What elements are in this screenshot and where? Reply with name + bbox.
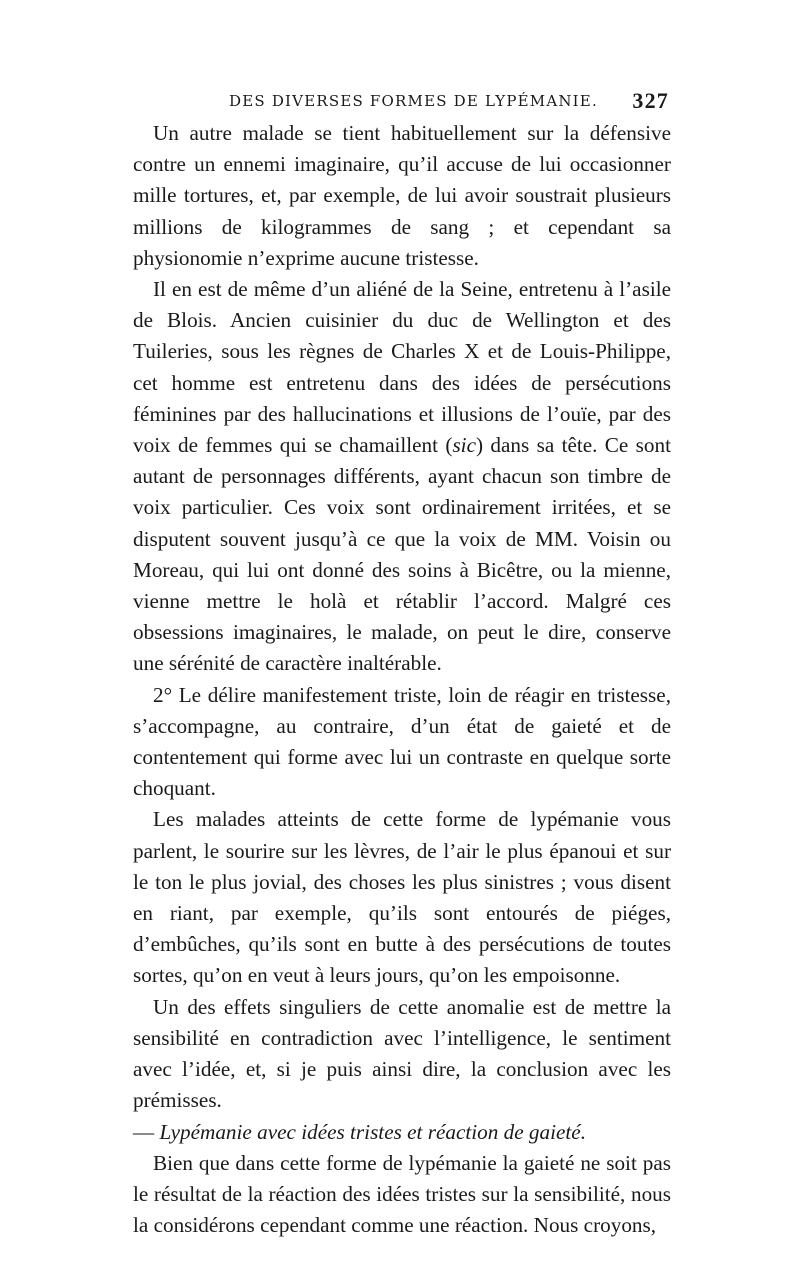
paragraph-2-text-after: ) dans sa tête. Ce sont autant de personnages différents, ayant chacun son timbre de voix particulier. Ces voix sont ordinairement irritées, et se disputent souvent jusqu’à ce que la voix de MM. Voisin ou Moreau, qui lui ont donné des soins à Bicêtre, ou la mienne, vienne mettre le holà et rétablir l’accord. Malgré ces obsessions imaginaires, le malade, on peut le dire, conserve une sérénité de caractère inaltérable.: [133, 433, 671, 676]
subheading-dash: —: [133, 1119, 160, 1144]
page-number: 327: [632, 88, 669, 113]
body-text: [133, 118, 671, 1241]
paragraph-1: Un autre malade se tient habituellement sur la défensive contre un ennemi imaginaire, qu’il accuse de lui occasionner mille tortures, et, par exemple, de lui avoir soustrait plusieurs millions de kilogrammes de sang ; et cependant sa physionomie n’exprime aucune tristesse.: [133, 121, 671, 270]
book-page: [133, 88, 671, 1241]
paragraph-4: Les malades atteints de cette forme de lypémanie vous parlent, le sourire sur les lèvres, de l’air le plus épanoui et sur le ton le plus jovial, des choses les plus sinistres ; vous disent en riant, par exemple, qu’ils sont entourés de piéges, d’embûches, qu’ils sont en butte à des persécutions de toutes sortes, qu’on en veut à leurs jours, qu’on les empoisonne.: [133, 807, 671, 988]
subheading-italic: Lypémanie avec idées tristes et réaction de gaieté.: [159, 1119, 586, 1144]
paragraph-2-emphasis: sic: [452, 433, 476, 458]
paragraph-2-text-before: Il en est de même d’un aliéné de la Seine, entretenu à l’asile de Blois. Ancien cuisinier du duc de Wellington et des Tuileries, sous les règnes de Charles X et de Louis-Philippe, cet homme est entretenu dans des idées de persécutions féminines par des hallucinations et illusions de l’ouïe, par des voix de femmes qui se chamaillent (: [133, 277, 671, 458]
paragraph-3: 2° Le délire manifestement triste, loin de réagir en tristesse, s’accompagne, au contraire, d’un état de gaieté et de contentement qui forme avec lui un contraste en quelque sorte choquant.: [133, 682, 671, 801]
running-head: [133, 88, 671, 118]
paragraph-2: [133, 274, 671, 680]
paragraph-5: Un des effets singuliers de cette anomalie est de mettre la sensibilité en contradiction avec l’intelligence, le sentiment avec l’idée, et, si je puis ainsi dire, la conclusion avec les prémisses.: [133, 994, 671, 1113]
paragraph-7: Bien que dans cette forme de lypémanie la gaieté ne soit pas le résultat de la réaction des idées tristes sur la sensibilité, nous la considérons cependant comme une réaction. Nous croyons,: [133, 1150, 671, 1238]
running-title: DES DIVERSES FORMES DE LYPÉMANIE.: [229, 92, 598, 110]
section-subheading: [133, 1117, 671, 1148]
